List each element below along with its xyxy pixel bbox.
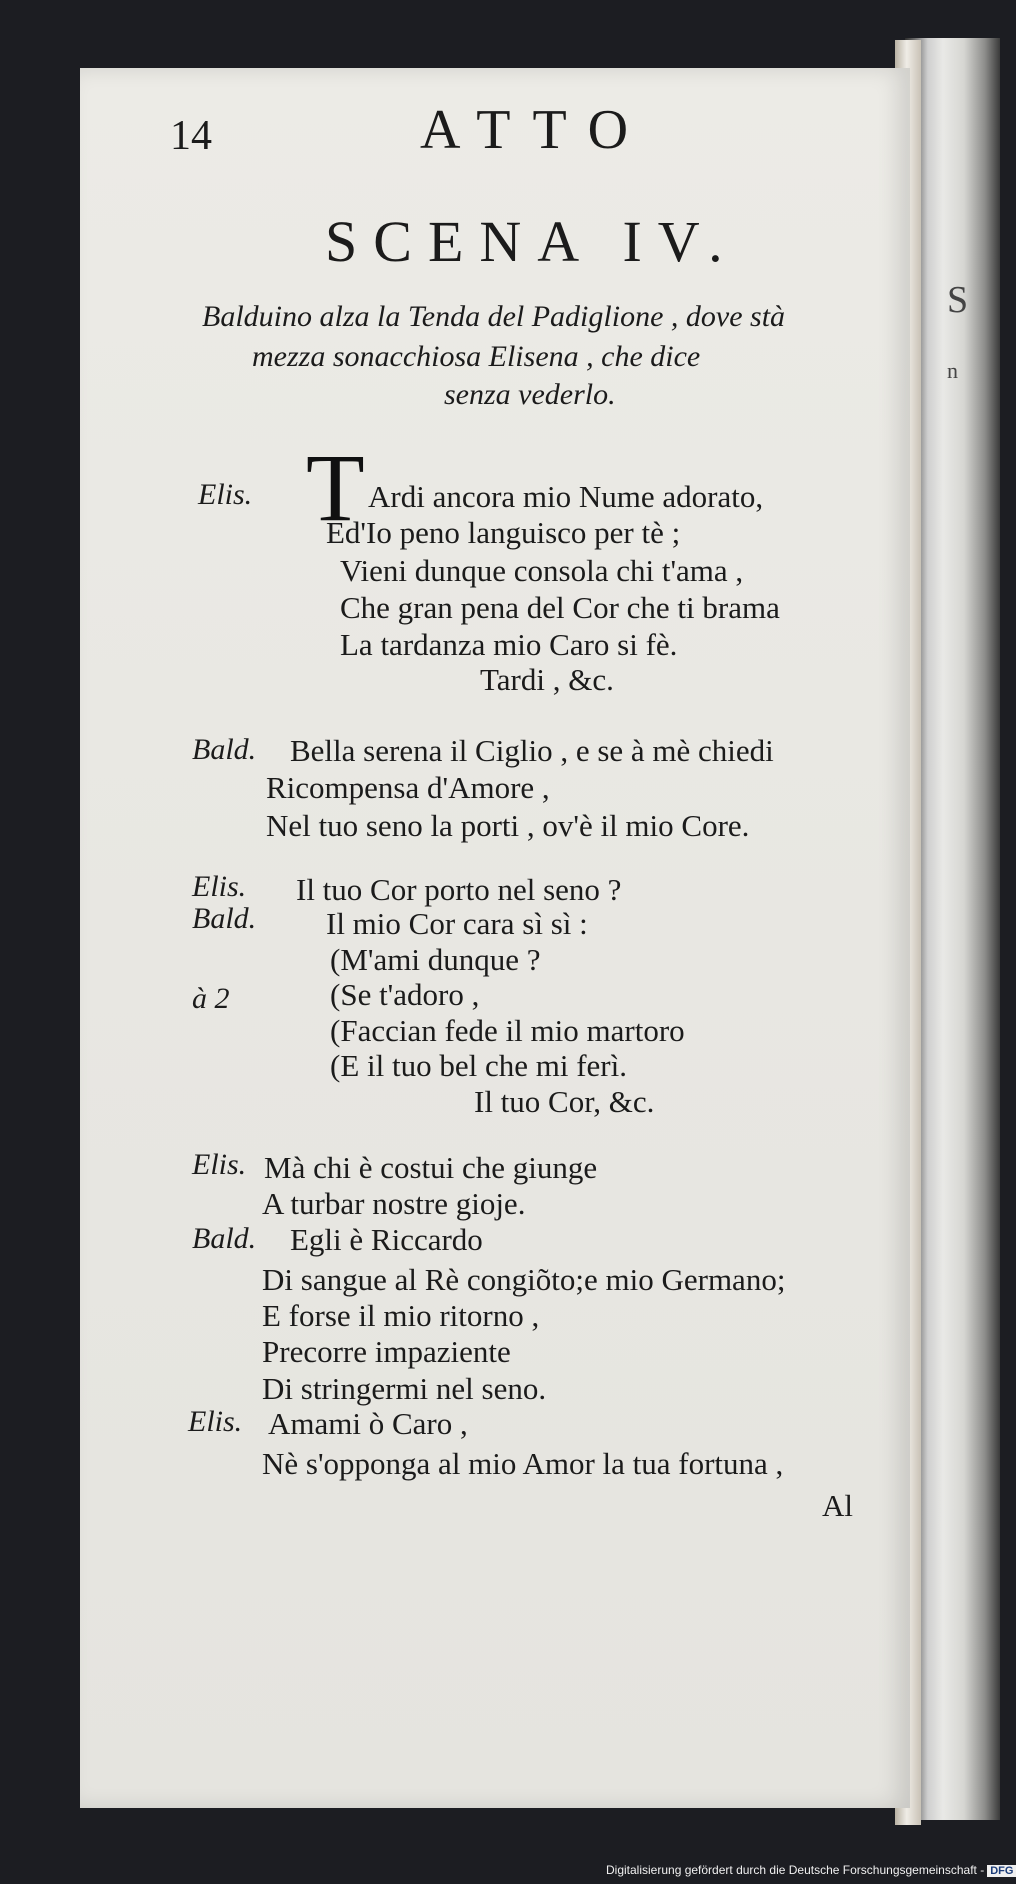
speaker-label: Elis.: [198, 478, 253, 511]
catchword: Al: [822, 1488, 853, 1523]
verse-line: Il mio Cor cara sì sì :: [326, 906, 588, 941]
verse-line: Bella serena il Ciglio , e se à mè chiedi: [290, 733, 774, 768]
speaker-label: Bald.: [192, 733, 257, 766]
speaker-label: à 2: [192, 982, 230, 1015]
verse-line: Mà chi è costui che giunge: [264, 1150, 598, 1185]
verse-line: Vieni dunque consola chi t'ama ,: [340, 553, 744, 588]
speaker-label: Bald.: [192, 1222, 257, 1255]
speaker-label: Elis.: [192, 870, 247, 903]
speaker-label: Elis.: [188, 1405, 243, 1438]
stage-direction-line: mezza sonacchiosa Elisena , che dice: [252, 340, 701, 373]
verse-line: La tardanza mio Caro si fè.: [340, 627, 678, 662]
verse-line: A turbar nostre gioje.: [262, 1186, 526, 1221]
verse-line: (M'ami dunque ?: [330, 942, 541, 977]
page-number: 14: [170, 113, 212, 159]
dfg-logo-icon: DFG: [987, 1865, 1016, 1877]
next-page-fragment: S: [947, 279, 969, 321]
verse-line: (Faccian fede il mio martoro: [330, 1013, 685, 1048]
act-heading: ATTO: [420, 99, 651, 161]
verse-line: Ardi ancora mio Nume adorato,: [368, 479, 764, 514]
verse-line: Nè s'opponga al mio Amor la tua fortuna ,: [262, 1446, 784, 1481]
next-page-fragment: n: [947, 358, 958, 383]
verse-line: Egli è Riccardo: [290, 1222, 483, 1257]
verse-line: Ricompensa d'Amore ,: [266, 770, 550, 805]
speaker-label: Bald.: [192, 902, 257, 935]
verse-line: Di sangue al Rè congiõto;e mio Germano;: [262, 1262, 786, 1297]
digitization-footer: [606, 1863, 1016, 1877]
verse-line: Precorre impaziente: [262, 1334, 511, 1369]
verse-line: Di stringermi nel seno.: [262, 1371, 547, 1406]
verse-line: (Se t'adoro ,: [330, 977, 480, 1012]
verse-line: Ed'Io peno languisco per tè ;: [326, 515, 681, 550]
stage-direction-line: Balduino alza la Tenda del Padiglione , dove stà: [202, 300, 786, 333]
speaker-label: Elis.: [192, 1148, 247, 1181]
verse-line: Il tuo Cor, &c.: [474, 1084, 655, 1119]
footer-text: Digitalisierung gefördert durch die Deutsche Forschungsgemeinschaft -: [606, 1863, 985, 1877]
verse-line: Amami ò Caro ,: [268, 1406, 468, 1441]
verse-line: Che gran pena del Cor che ti brama: [340, 590, 780, 625]
scene-heading: SCENA IV.: [325, 209, 739, 274]
verse-line: E forse il mio ritorno ,: [262, 1298, 540, 1333]
verse-line: (E il tuo bel che mi ferì.: [330, 1048, 627, 1083]
verse-line: Il tuo Cor porto nel seno ?: [296, 872, 622, 907]
verse-line: Nel tuo seno la porti , ov'è il mio Core.: [266, 808, 750, 843]
verse-line: Tardi , &c.: [480, 662, 614, 697]
stage-direction-line: senza vederlo.: [444, 378, 616, 411]
drop-cap: T: [306, 434, 365, 541]
